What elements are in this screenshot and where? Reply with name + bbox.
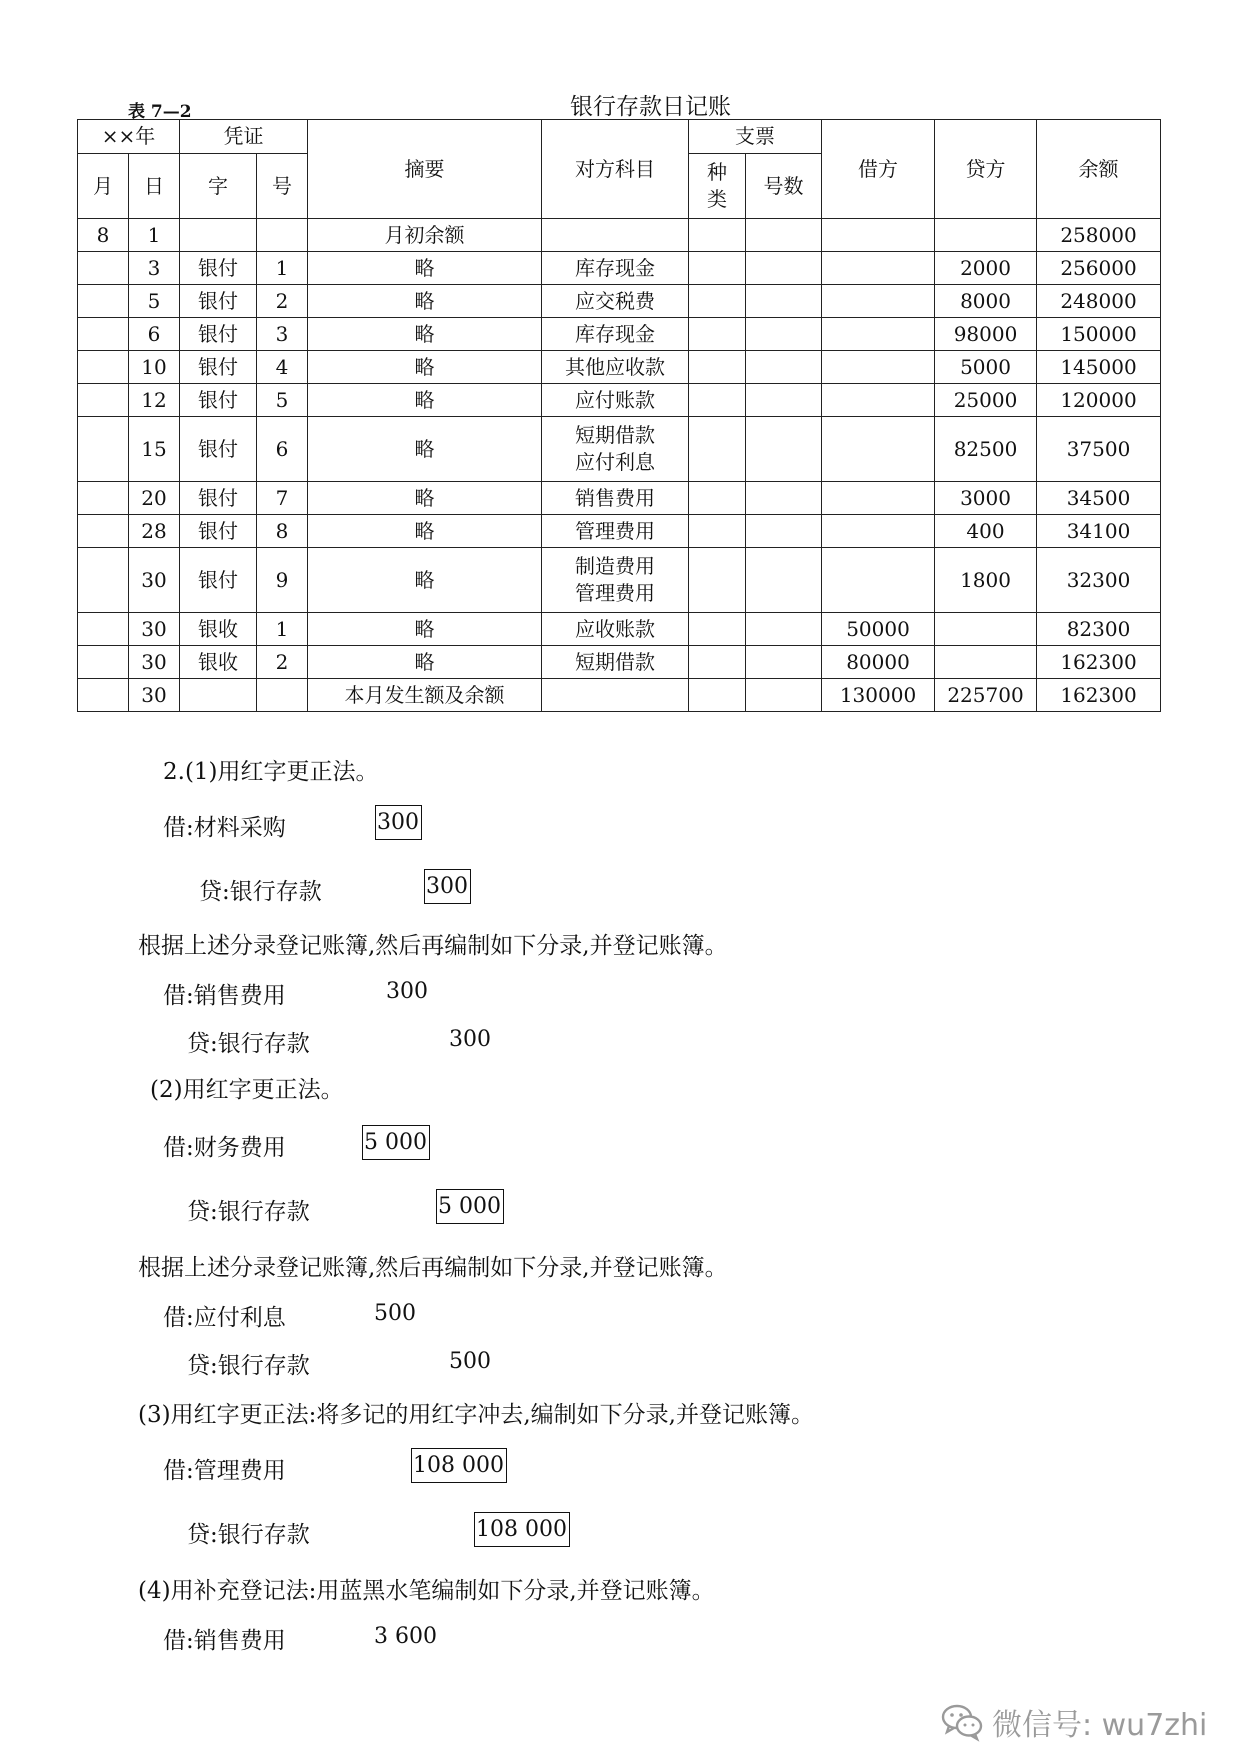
instruction-text: 根据上述分录登记账簿,然后再编制如下分录,并登记账簿。 xyxy=(138,933,728,959)
cell-vchar xyxy=(180,679,257,712)
entry-credit-label: 贷:银行存款 xyxy=(187,1522,310,1548)
cell-credit: 225700 xyxy=(935,679,1037,712)
cell-account: 销售费用 xyxy=(542,482,689,515)
header-year: ××年 xyxy=(78,120,180,154)
entry-debit-boxed-amount: 108 000 xyxy=(411,1448,507,1483)
header-cheque-number: 号数 xyxy=(746,154,822,219)
cell-kind xyxy=(689,679,746,712)
cell-day: 20 xyxy=(129,482,180,515)
cell-day: 30 xyxy=(129,679,180,712)
cell-vnum: 4 xyxy=(257,351,308,384)
cell-summary: 略 xyxy=(308,613,542,646)
wechat-icon xyxy=(940,1702,984,1742)
cell-credit: 98000 xyxy=(935,318,1037,351)
cell-balance: 258000 xyxy=(1037,219,1161,252)
cell-summary: 略 xyxy=(308,252,542,285)
table-row xyxy=(78,417,1161,482)
cell-chequeno xyxy=(746,285,822,318)
cell-debit xyxy=(822,351,935,384)
table-title: 银行存款日记账 xyxy=(570,94,731,120)
header-debit: 借方 xyxy=(822,120,935,219)
cell-day: 12 xyxy=(129,384,180,417)
cell-kind xyxy=(689,613,746,646)
cell-debit: 80000 xyxy=(822,646,935,679)
header-day: 日 xyxy=(129,154,180,219)
cell-kind xyxy=(689,482,746,515)
entry-debit-label: 借:销售费用 xyxy=(163,1628,286,1654)
cell-balance: 162300 xyxy=(1037,646,1161,679)
cell-month: 8 xyxy=(78,219,129,252)
cell-month xyxy=(78,515,129,548)
cell-debit xyxy=(822,384,935,417)
cell-summary: 略 xyxy=(308,482,542,515)
entry-debit-boxed-amount: 5 000 xyxy=(362,1125,430,1160)
entry-debit-label: 借:应付利息 xyxy=(163,1305,286,1331)
cell-vnum: 8 xyxy=(257,515,308,548)
table-row xyxy=(78,285,1161,318)
cell-credit: 3000 xyxy=(935,482,1037,515)
entry-debit-boxed-amount: 300 xyxy=(375,805,422,840)
cell-account xyxy=(542,548,689,613)
entry-debit-amount: 3 600 xyxy=(374,1624,437,1649)
cell-balance: 256000 xyxy=(1037,252,1161,285)
cell-credit: 82500 xyxy=(935,417,1037,482)
cell-account-line: 短期借款 xyxy=(575,423,656,447)
cell-month xyxy=(78,613,129,646)
cell-chequeno xyxy=(746,417,822,482)
watermark-text: 微信号: wu7zhi xyxy=(992,1708,1208,1743)
cell-month xyxy=(78,417,129,482)
entry-credit-label: 贷:银行存款 xyxy=(199,879,322,905)
cell-month xyxy=(78,351,129,384)
cell-kind xyxy=(689,646,746,679)
cell-month xyxy=(78,646,129,679)
cell-account: 短期借款 xyxy=(542,646,689,679)
cell-vchar: 银收 xyxy=(180,613,257,646)
cell-month xyxy=(78,384,129,417)
cell-vnum xyxy=(257,219,308,252)
header-balance: 余额 xyxy=(1037,120,1161,219)
cell-summary: 略 xyxy=(308,318,542,351)
cell-chequeno xyxy=(746,384,822,417)
cell-account xyxy=(542,417,689,482)
cell-account xyxy=(542,679,689,712)
header-voucher: 凭证 xyxy=(180,120,308,154)
cell-vnum: 9 xyxy=(257,548,308,613)
cell-vnum: 1 xyxy=(257,252,308,285)
cell-balance: 150000 xyxy=(1037,318,1161,351)
cell-balance: 162300 xyxy=(1037,679,1161,712)
cell-summary: 略 xyxy=(308,417,542,482)
cell-debit xyxy=(822,318,935,351)
entry-credit-amount: 300 xyxy=(449,1027,491,1052)
cell-kind xyxy=(689,285,746,318)
cell-credit: 5000 xyxy=(935,351,1037,384)
cell-credit: 400 xyxy=(935,515,1037,548)
entry-debit-label: 借:管理费用 xyxy=(163,1458,286,1484)
table-row xyxy=(78,548,1161,613)
cell-summary: 略 xyxy=(308,285,542,318)
cell-vnum: 2 xyxy=(257,285,308,318)
entry-credit-label: 贷:银行存款 xyxy=(187,1199,310,1225)
header-account: 对方科目 xyxy=(542,120,689,219)
table-row xyxy=(78,219,1161,252)
cell-debit xyxy=(822,285,935,318)
cell-credit xyxy=(935,646,1037,679)
cell-vchar: 银付 xyxy=(180,482,257,515)
cell-kind xyxy=(689,318,746,351)
cell-debit xyxy=(822,482,935,515)
cell-kind xyxy=(689,351,746,384)
cell-debit xyxy=(822,252,935,285)
cell-balance: 34100 xyxy=(1037,515,1161,548)
cell-debit xyxy=(822,219,935,252)
cell-account: 库存现金 xyxy=(542,318,689,351)
cell-chequeno xyxy=(746,351,822,384)
entry-debit-amount: 500 xyxy=(374,1301,416,1326)
cell-chequeno xyxy=(746,219,822,252)
cell-vchar: 银付 xyxy=(180,417,257,482)
instruction-text: 根据上述分录登记账簿,然后再编制如下分录,并登记账簿。 xyxy=(138,1255,728,1281)
cell-summary: 月初余额 xyxy=(308,219,542,252)
cell-credit: 1800 xyxy=(935,548,1037,613)
cell-chequeno xyxy=(746,613,822,646)
header-cheque-kind: 种类 xyxy=(689,154,746,219)
entry-debit-label: 借:财务费用 xyxy=(163,1135,286,1161)
cell-credit: 25000 xyxy=(935,384,1037,417)
cell-vchar: 银付 xyxy=(180,252,257,285)
wechat-watermark xyxy=(940,1700,1207,1744)
cell-account-line: 制造费用 xyxy=(575,554,656,578)
table-row xyxy=(78,515,1161,548)
cell-month xyxy=(78,482,129,515)
entry-credit-boxed-amount: 108 000 xyxy=(474,1512,570,1547)
cell-chequeno xyxy=(746,515,822,548)
cell-vnum: 3 xyxy=(257,318,308,351)
cell-kind xyxy=(689,417,746,482)
table-row xyxy=(78,679,1161,712)
cell-balance: 120000 xyxy=(1037,384,1161,417)
cell-vchar: 银付 xyxy=(180,515,257,548)
table-row xyxy=(78,318,1161,351)
cell-account-line: 管理费用 xyxy=(575,581,656,605)
cell-chequeno xyxy=(746,482,822,515)
header-summary: 摘要 xyxy=(308,120,542,219)
cell-vnum: 6 xyxy=(257,417,308,482)
header-voucher-num: 号 xyxy=(257,154,308,219)
section-2-2-heading: (2)用红字更正法。 xyxy=(150,1077,344,1103)
cell-credit: 8000 xyxy=(935,285,1037,318)
bank-deposit-journal-table xyxy=(77,119,1161,712)
cell-vchar: 银付 xyxy=(180,318,257,351)
entry-credit-boxed-amount: 5 000 xyxy=(436,1189,504,1224)
header-row-1 xyxy=(78,120,1161,154)
cell-summary: 略 xyxy=(308,351,542,384)
entry-debit-amount: 300 xyxy=(386,979,428,1004)
cell-vchar: 银收 xyxy=(180,646,257,679)
cell-account: 应交税费 xyxy=(542,285,689,318)
cell-summary: 略 xyxy=(308,548,542,613)
cell-month xyxy=(78,548,129,613)
cell-vnum xyxy=(257,679,308,712)
cell-credit: 2000 xyxy=(935,252,1037,285)
cell-balance: 34500 xyxy=(1037,482,1161,515)
cell-day: 28 xyxy=(129,515,180,548)
cell-debit: 50000 xyxy=(822,613,935,646)
cell-day: 15 xyxy=(129,417,180,482)
section-2-3-heading: (3)用红字更正法:将多记的用红字冲去,编制如下分录,并登记账簿。 xyxy=(138,1402,814,1428)
entry-credit-boxed-amount: 300 xyxy=(424,869,471,904)
cell-day: 30 xyxy=(129,613,180,646)
cell-day: 5 xyxy=(129,285,180,318)
cell-vnum: 1 xyxy=(257,613,308,646)
cell-day: 3 xyxy=(129,252,180,285)
cell-account-line: 应付利息 xyxy=(575,450,656,474)
cell-month xyxy=(78,679,129,712)
cell-debit xyxy=(822,515,935,548)
cell-account xyxy=(542,219,689,252)
cell-month xyxy=(78,318,129,351)
entry-debit-label: 借:材料采购 xyxy=(163,815,286,841)
cell-account: 应付账款 xyxy=(542,384,689,417)
cell-kind xyxy=(689,384,746,417)
cell-vchar: 银付 xyxy=(180,548,257,613)
entry-credit-label: 贷:银行存款 xyxy=(187,1353,310,1379)
cell-day: 10 xyxy=(129,351,180,384)
cell-vchar: 银付 xyxy=(180,351,257,384)
entry-credit-label: 贷:银行存款 xyxy=(187,1031,310,1057)
cell-vnum: 5 xyxy=(257,384,308,417)
cell-kind xyxy=(689,515,746,548)
cell-kind xyxy=(689,219,746,252)
cell-credit xyxy=(935,219,1037,252)
cell-balance: 37500 xyxy=(1037,417,1161,482)
cell-account: 其他应收款 xyxy=(542,351,689,384)
header-voucher-char: 字 xyxy=(180,154,257,219)
table-row xyxy=(78,384,1161,417)
cell-vchar: 银付 xyxy=(180,285,257,318)
cell-summary: 本月发生额及余额 xyxy=(308,679,542,712)
entry-credit-amount: 500 xyxy=(449,1349,491,1374)
cell-chequeno xyxy=(746,318,822,351)
cell-chequeno xyxy=(746,646,822,679)
cell-balance: 82300 xyxy=(1037,613,1161,646)
cell-month xyxy=(78,285,129,318)
cell-balance: 32300 xyxy=(1037,548,1161,613)
table-number-label: 表 7—2 xyxy=(128,102,192,122)
cell-credit xyxy=(935,613,1037,646)
table-row xyxy=(78,482,1161,515)
cell-account: 应收账款 xyxy=(542,613,689,646)
cell-account: 管理费用 xyxy=(542,515,689,548)
cell-chequeno xyxy=(746,252,822,285)
cell-summary: 略 xyxy=(308,646,542,679)
cell-month xyxy=(78,252,129,285)
header-credit: 贷方 xyxy=(935,120,1037,219)
header-cheque: 支票 xyxy=(689,120,822,154)
cell-day: 30 xyxy=(129,646,180,679)
cell-debit: 130000 xyxy=(822,679,935,712)
cell-chequeno xyxy=(746,548,822,613)
section-2-4-heading: (4)用补充登记法:用蓝黑水笔编制如下分录,并登记账簿。 xyxy=(138,1578,715,1604)
section-2-1-heading: 2.(1)用红字更正法。 xyxy=(163,759,379,785)
cell-account: 库存现金 xyxy=(542,252,689,285)
cell-kind xyxy=(689,548,746,613)
table-row xyxy=(78,646,1161,679)
cell-vnum: 2 xyxy=(257,646,308,679)
cell-vchar: 银付 xyxy=(180,384,257,417)
header-month: 月 xyxy=(78,154,129,219)
cell-chequeno xyxy=(746,679,822,712)
cell-vchar xyxy=(180,219,257,252)
cell-debit xyxy=(822,548,935,613)
cell-day: 30 xyxy=(129,548,180,613)
cell-balance: 248000 xyxy=(1037,285,1161,318)
ledger-rows xyxy=(78,219,1161,712)
cell-kind xyxy=(689,252,746,285)
cell-debit xyxy=(822,417,935,482)
table-row xyxy=(78,613,1161,646)
table-row xyxy=(78,252,1161,285)
cell-vnum: 7 xyxy=(257,482,308,515)
cell-summary: 略 xyxy=(308,515,542,548)
cell-day: 6 xyxy=(129,318,180,351)
cell-summary: 略 xyxy=(308,384,542,417)
cell-day: 1 xyxy=(129,219,180,252)
cell-balance: 145000 xyxy=(1037,351,1161,384)
entry-debit-label: 借:销售费用 xyxy=(163,983,286,1009)
table-row xyxy=(78,351,1161,384)
